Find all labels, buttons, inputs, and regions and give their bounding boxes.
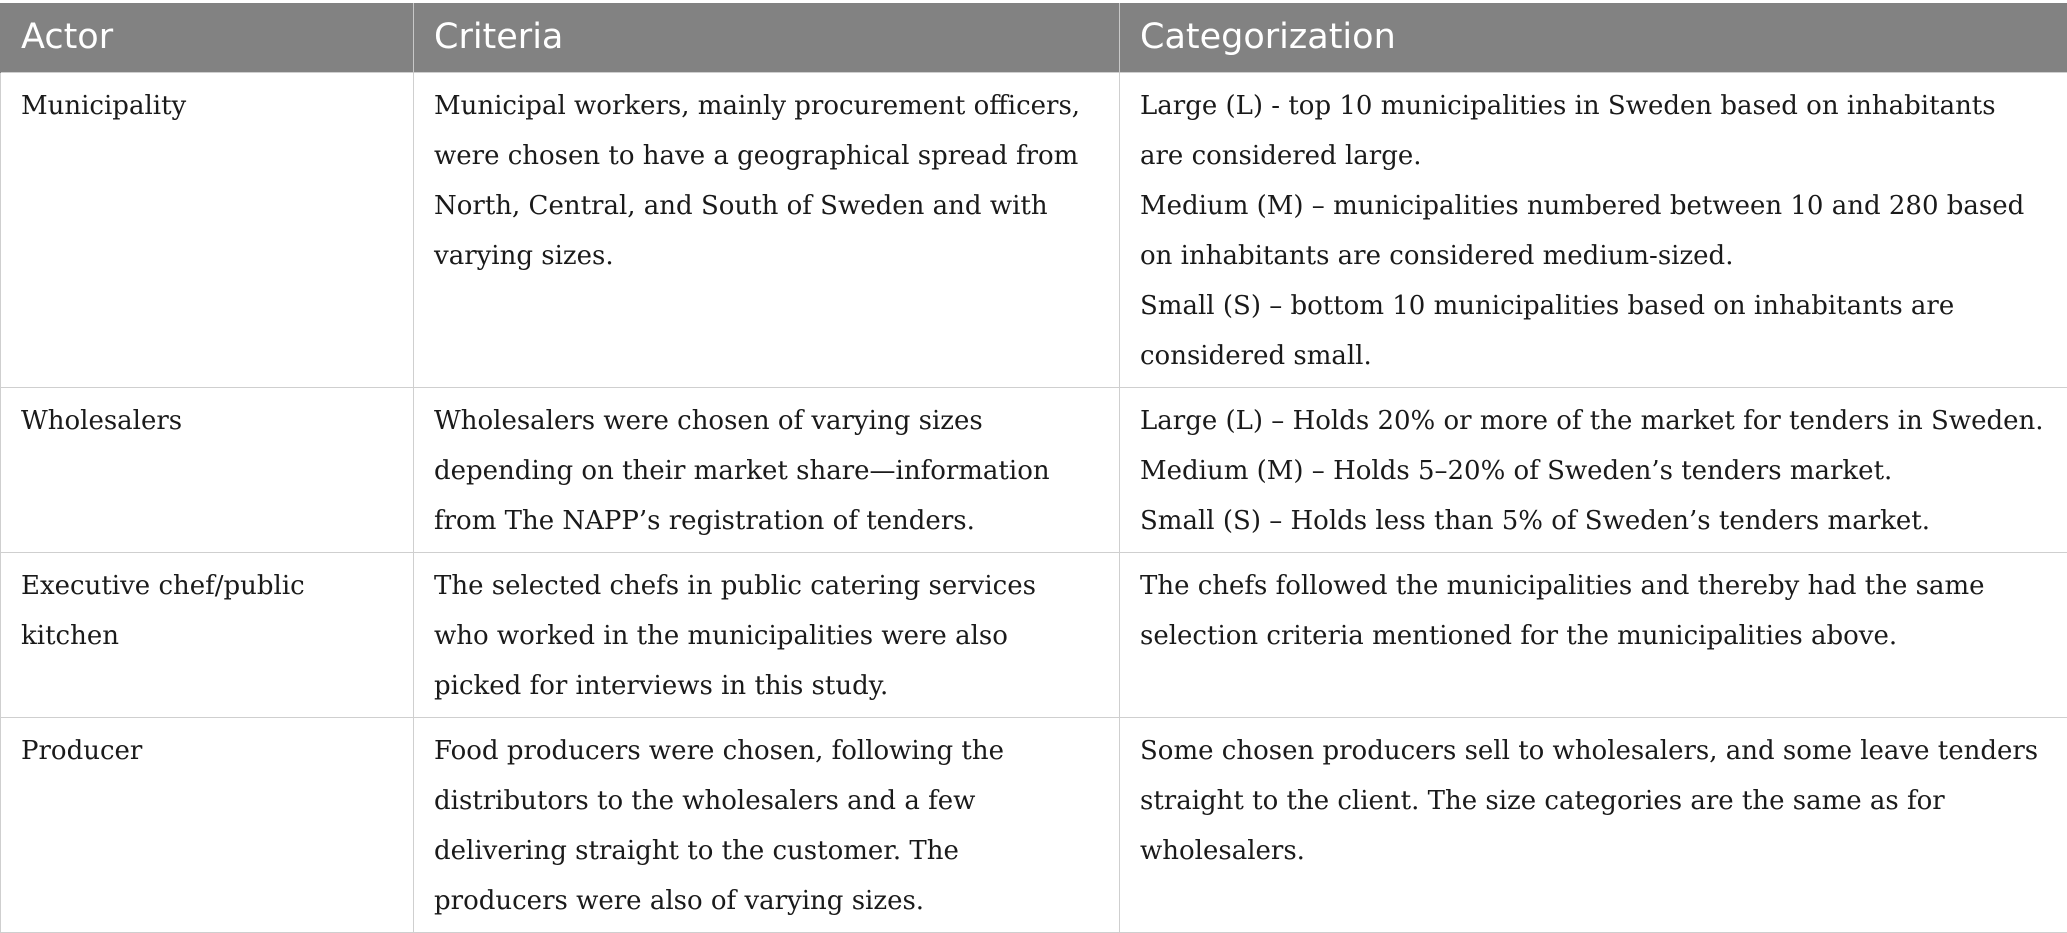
- selection-criteria-table: [0, 3, 2067, 933]
- table-row-executive-chef: [1, 552, 2067, 717]
- categorization-line: The chefs followed the municipalities and thereby had the same selection criteria mentioned for the municipalities above.: [1140, 561, 2045, 661]
- criteria-cell: Municipal workers, mainly procurement officers, were chosen to have a geographical spread from North, Central, and South of Sweden and with varying sizes.: [414, 72, 1120, 387]
- header-actor: Actor: [1, 3, 414, 72]
- selection-criteria-table-wrapper: [0, 3, 2067, 933]
- table-row-wholesalers: [1, 387, 2067, 552]
- header-categorization: Categorization: [1120, 3, 2067, 72]
- categorization-cell: [1120, 552, 2067, 717]
- categorization-line: Some chosen producers sell to wholesalers, and some leave tenders straight to the client. The size categories are the same as for wholesalers.: [1140, 726, 2045, 876]
- table-header-row: [1, 3, 2067, 72]
- categorization-cell: [1120, 717, 2067, 932]
- categorization-cell: [1120, 72, 2067, 387]
- table-row-municipality: [1, 72, 2067, 387]
- categorization-line: Small (S) – bottom 10 municipalities based on inhabitants are considered small.: [1140, 281, 2045, 381]
- categorization-line: Large (L) - top 10 municipalities in Sweden based on inhabitants are considered large.: [1140, 81, 2045, 181]
- actor-cell: Municipality: [1, 72, 414, 387]
- criteria-cell: Wholesalers were chosen of varying sizes depending on their market share—information from The NAPP’s registration of tenders.: [414, 387, 1120, 552]
- header-criteria: Criteria: [414, 3, 1120, 72]
- categorization-line: Medium (M) – Holds 5–20% of Sweden’s tenders market.: [1140, 446, 2045, 496]
- categorization-cell: [1120, 387, 2067, 552]
- criteria-cell: The selected chefs in public catering services who worked in the municipalities were also picked for interviews in this study.: [414, 552, 1120, 717]
- table-row-producer: [1, 717, 2067, 932]
- categorization-line: Medium (M) – municipalities numbered between 10 and 280 based on inhabitants are considered medium-sized.: [1140, 181, 2045, 281]
- categorization-line: Large (L) – Holds 20% or more of the market for tenders in Sweden.: [1140, 396, 2045, 446]
- actor-cell: Executive chef/public kitchen: [1, 552, 414, 717]
- categorization-line: Small (S) – Holds less than 5% of Sweden’s tenders market.: [1140, 496, 2045, 546]
- actor-cell: Wholesalers: [1, 387, 414, 552]
- criteria-cell: Food producers were chosen, following the distributors to the wholesalers and a few delivering straight to the customer. The producers were also of varying sizes.: [414, 717, 1120, 932]
- actor-cell: Producer: [1, 717, 414, 932]
